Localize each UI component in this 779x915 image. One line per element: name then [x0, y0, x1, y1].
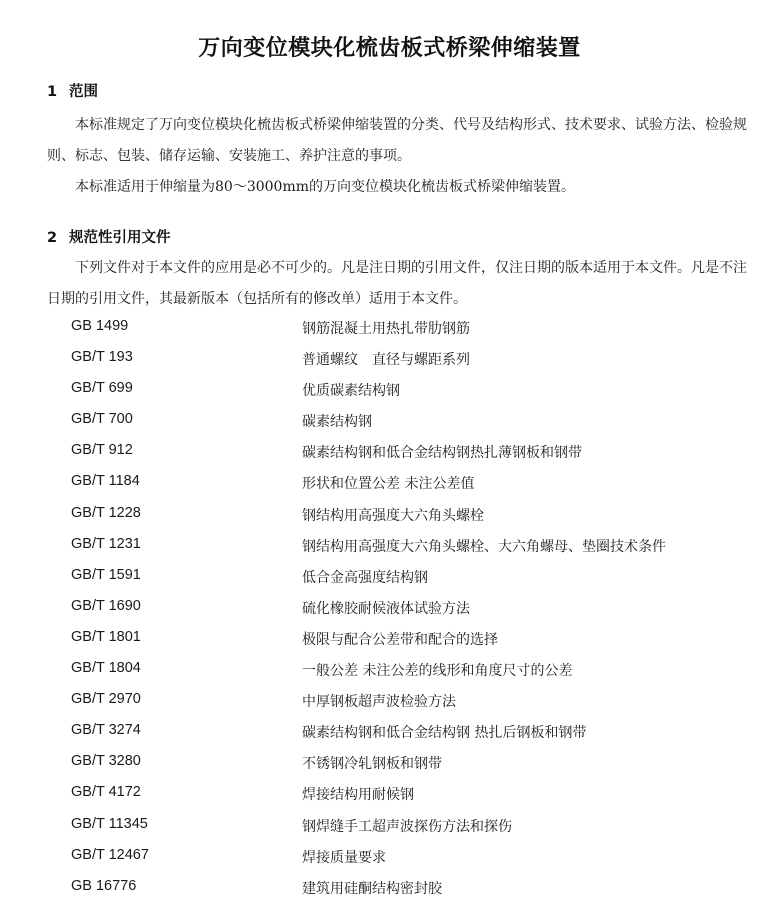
reference-row — [0, 749, 779, 780]
reference-row — [0, 656, 779, 687]
reference-code: GB/T 4172 — [71, 784, 141, 801]
reference-row — [0, 469, 779, 500]
reference-row — [0, 687, 779, 718]
reference-row — [0, 501, 779, 532]
reference-title: 钢结构用高强度大六角头螺栓、大六角螺母、垫圈技术条件 — [302, 538, 666, 555]
reference-code: GB/T 1184 — [71, 473, 140, 490]
reference-row — [0, 718, 779, 749]
reference-code: GB/T 3280 — [71, 753, 141, 770]
reference-code: GB/T 912 — [71, 442, 133, 459]
reference-list — [0, 314, 779, 905]
reference-code: GB/T 700 — [71, 411, 133, 428]
reference-title: 碳素结构钢 — [302, 414, 372, 431]
reference-title: 碳素结构钢和低合金结构钢 热扎后钢板和钢带 — [302, 725, 587, 742]
reference-title: 硫化橡胶耐候液体试验方法 — [302, 600, 470, 617]
reference-code: GB/T 1228 — [71, 504, 141, 521]
section-heading-scope — [47, 80, 98, 101]
reference-title: 焊接质量要求 — [302, 849, 386, 866]
paragraph: 下列文件对于本文件的应用是必不可少的。凡是注日期的引用文件，仅注日期的版本适用于本文件。凡是不注日期的引用文件，其最新版本（包括所有的修改单）适用于本文件。 — [47, 260, 747, 307]
scope-body — [47, 110, 747, 203]
reference-code: GB/T 193 — [71, 349, 133, 366]
reference-row — [0, 780, 779, 811]
reference-title: 焊接结构用耐候钢 — [302, 787, 414, 804]
reference-code: GB 1499 — [71, 318, 129, 334]
reference-row — [0, 407, 779, 438]
reference-title: 建筑用硅酮结构密封胶 — [302, 880, 442, 897]
reference-code: GB/T 1801 — [71, 628, 141, 645]
reference-title: 一般公差 未注公差的线形和角度尺寸的公差 — [302, 663, 573, 680]
reference-code: GB/T 1804 — [71, 660, 141, 677]
reference-row — [0, 345, 779, 376]
reference-title: 不锈钢冷轧钢板和钢带 — [302, 756, 442, 773]
reference-title: 钢结构用高强度大六角头螺栓 — [302, 507, 484, 524]
reference-title: 钢焊缝手工超声波探伤方法和探伤 — [302, 818, 512, 835]
reference-row — [0, 438, 779, 469]
section-heading-normative-references — [47, 226, 171, 247]
reference-code: GB/T 1690 — [71, 597, 141, 614]
reference-row — [0, 376, 779, 407]
reference-row — [0, 594, 779, 625]
reference-code: GB/T 11345 — [71, 815, 148, 832]
reference-code: GB 16776 — [71, 877, 137, 894]
reference-row — [0, 563, 779, 594]
section-number: 2 — [47, 230, 58, 246]
reference-title: 碳素结构钢和低合金结构钢热扎薄钢板和钢带 — [302, 445, 582, 462]
reference-title: 中厚钢板超声波检验方法 — [302, 694, 456, 711]
reference-row — [0, 812, 779, 843]
reference-code: GB/T 1231 — [71, 535, 141, 552]
reference-row — [0, 874, 779, 905]
reference-row — [0, 314, 779, 345]
reference-code: GB/T 1591 — [71, 566, 141, 583]
reference-row — [0, 532, 779, 563]
section-title: 范围 — [69, 84, 98, 100]
section-number: 1 — [47, 84, 58, 100]
reference-title: 低合金高强度结构钢 — [302, 569, 428, 586]
section-title: 规范性引用文件 — [69, 230, 171, 246]
paragraph: 本标准规定了万向变位模块化梳齿板式桥梁伸缩装置的分类、代号及结构形式、技术要求、试验方法、检验规则、标志、包装、储存运输、安装施工、养护注意的事项。 — [47, 117, 747, 164]
reference-title: 优质碳素结构钢 — [302, 383, 400, 400]
paragraph: 本标准适用于伸缩量为80～3000mm的万向变位模块化梳齿板式桥梁伸缩装置。 — [75, 179, 575, 195]
reference-code: GB/T 3274 — [71, 722, 141, 739]
document-title: 万向变位模块化梳齿板式桥梁伸缩装置 — [198, 36, 581, 61]
reference-row — [0, 625, 779, 656]
reference-title: 普通螺纹 直径与螺距系列 — [302, 352, 470, 369]
reference-title: 钢筋混凝土用热扎带肋钢筋 — [302, 321, 470, 337]
reference-code: GB/T 699 — [71, 380, 133, 397]
reference-title: 极限与配合公差带和配合的选择 — [302, 631, 498, 648]
reference-code: GB/T 12467 — [71, 846, 149, 863]
reference-code: GB/T 2970 — [71, 691, 141, 708]
reference-row — [0, 843, 779, 874]
reference-title: 形状和位置公差 未注公差值 — [302, 476, 475, 493]
references-intro — [47, 253, 747, 315]
